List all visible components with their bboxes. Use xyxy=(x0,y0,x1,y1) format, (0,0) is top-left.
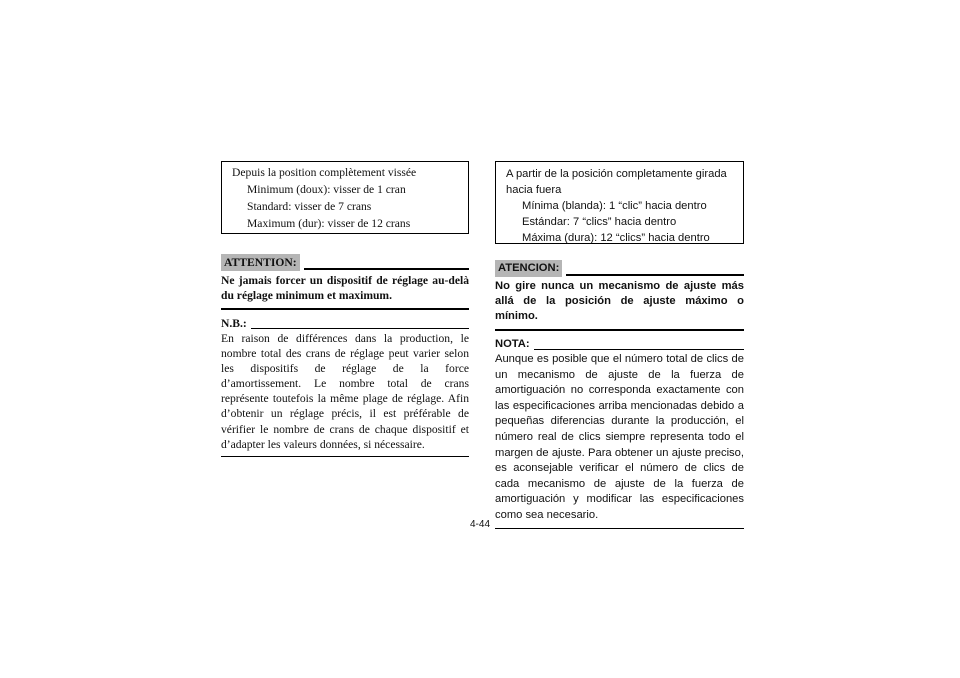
spec-standard-fr: Standard: visser de 7 crans xyxy=(247,200,372,213)
spec-maximum-fr: Maximum (dur): visser de 12 crans xyxy=(247,217,411,230)
note-label-fr: N.B.: xyxy=(221,317,247,330)
adjustment-spec-box-fr xyxy=(221,161,469,234)
caution-label-fr: ATTENTION: xyxy=(221,254,300,271)
caution-text-es: No gire nunca un mecanismo de ajuste más allá de la posición de ajuste máximo o mínimo. xyxy=(495,277,744,331)
caution-rule-es xyxy=(566,274,744,276)
caution-label-es: ATENCION: xyxy=(495,260,562,277)
spec-maximum-es: Máxima (dura): 12 “clics” hacia dentro xyxy=(522,232,710,244)
page-number: 4-44 xyxy=(469,519,490,530)
spec-minimum-fr: Minimum (doux): visser de 1 cran xyxy=(247,183,406,196)
note-label-es: NOTA: xyxy=(495,338,530,350)
note-header-es xyxy=(495,337,744,352)
caution-rule-fr xyxy=(304,268,469,270)
note-text-fr: En raison de différences dans la production, le nombre total des crans de réglage peut varier selon les dispositifs de réglage de la force d’amortissement. Le nombre total de crans représente toutefois la même plage de réglage. Afin d’obtenir un réglage précis, il est préférable de vérifier le nombre de crans de chaque dispositif et d’adapter les valeurs données, si nécessaire. xyxy=(221,331,469,457)
french-column xyxy=(221,161,469,457)
spec-minimum-es: Mínima (blanda): 1 “clic” hacia dentro xyxy=(522,200,707,212)
note-text-es: Aunque es posible que el número total de clics de un mecanismo de ajuste de la fuerza de amortiguación no corresponda exactamente con las especificaciones arriba mencionadas debido a pequeñas diferencias durante la producción, el número real de clics siempre representa todo el margen de ajuste. Para obtener un ajuste preciso, es aconsejable verificar el número de clics de cada mecanismo de ajuste de la fuerza de amortiguación y modificar las especificaciones como sea necesario. xyxy=(495,352,744,529)
caution-header-es xyxy=(495,260,744,277)
spec-standard-es: Estándar: 7 “clics” hacia dentro xyxy=(522,216,677,228)
spec-intro-fr: Depuis la position complètement vissée xyxy=(232,166,417,179)
spanish-column xyxy=(495,161,744,529)
adjustment-spec-box-es xyxy=(495,161,744,244)
spec-intro-es: A partir de la posición completamente girada hacia fuera xyxy=(506,168,727,196)
caution-text-fr: Ne jamais forcer un dispositif de réglage au-delà du réglage minimum et maximum. xyxy=(221,271,469,310)
note-header-fr xyxy=(221,316,469,331)
note-rule-es xyxy=(534,349,744,350)
caution-header-fr xyxy=(221,254,469,271)
note-rule-fr xyxy=(251,328,469,329)
